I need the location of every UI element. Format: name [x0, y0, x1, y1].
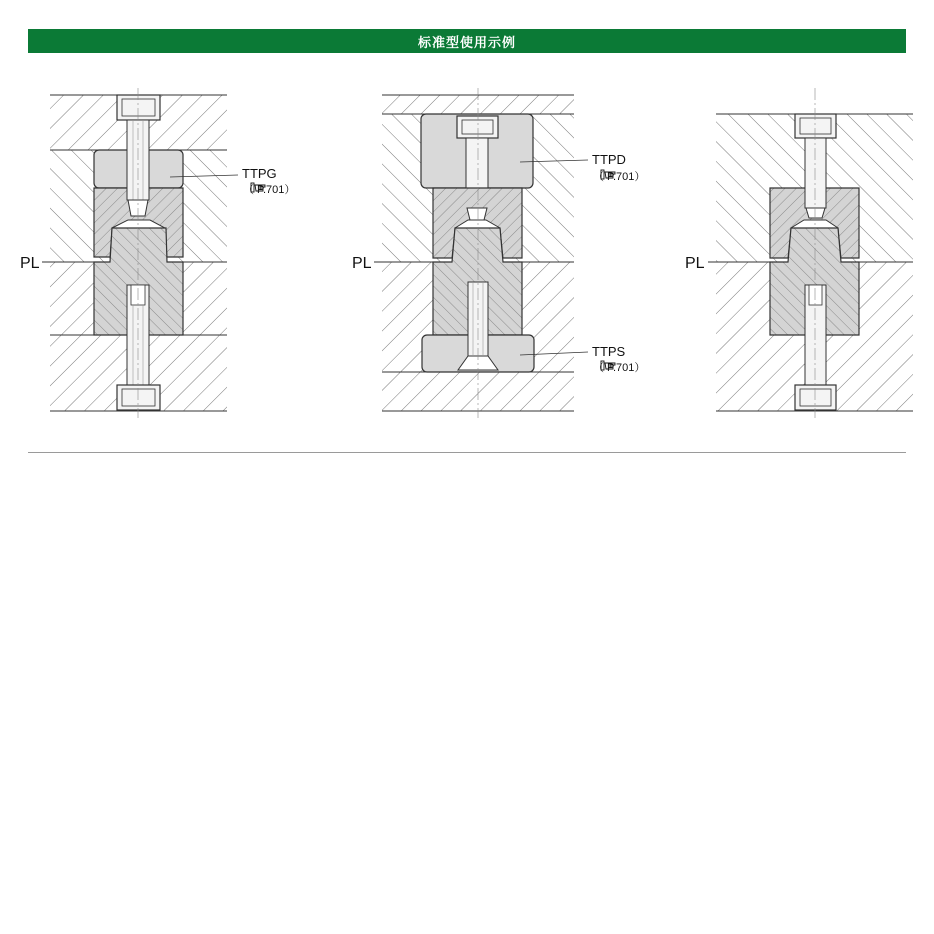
- part-label-ttpg: TTPG: [242, 166, 277, 181]
- diagram-1: [20, 88, 295, 418]
- pl-label-2: PL: [352, 255, 372, 272]
- section-divider: [28, 452, 906, 453]
- part-label-ttpd: TTPD: [592, 152, 626, 167]
- part-ref-ttpg: （ P.701）: [243, 184, 296, 196]
- diagram-2: [352, 88, 645, 418]
- part-ref-ttpd: （ P.701）: [593, 171, 646, 183]
- part-label-ttps: TTPS: [592, 344, 626, 359]
- part-ref-ttps: （ P.701）: [593, 362, 646, 374]
- section-title: 标准型使用示例: [417, 35, 516, 51]
- pl-label-3: PL: [685, 255, 705, 272]
- diagram-3: [685, 88, 913, 418]
- pl-label-1: PL: [20, 255, 40, 272]
